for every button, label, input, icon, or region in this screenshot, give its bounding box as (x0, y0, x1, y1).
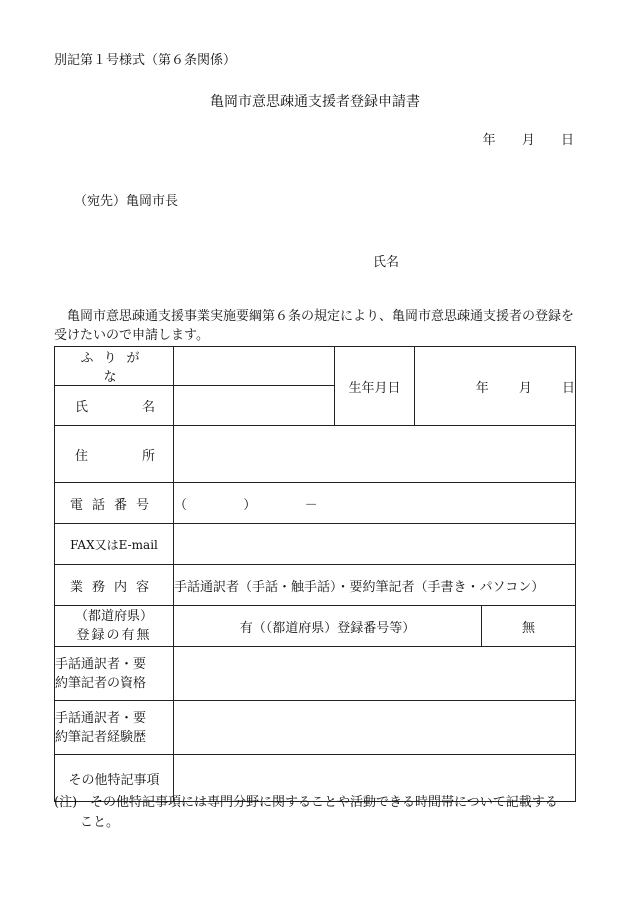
qualification-label-line1: 手話通訳者・要 (55, 656, 147, 672)
registration-row (55, 606, 576, 647)
phone-open-paren: （ (174, 497, 188, 513)
name-label (55, 386, 174, 426)
application-statement: 亀岡市意思疎通支援事業実施要綱第６条の規定により、亀岡市意思疎通支援者の登録を受けたいので申請します。 (54, 309, 575, 343)
work-label-text: 業務内容 (69, 579, 158, 595)
registration-label-line1: （都道府県） (74, 609, 153, 624)
footnote (54, 793, 582, 833)
footnote-mark: (注) (54, 795, 78, 810)
qualification-row (55, 647, 576, 701)
applicant-name-label: 氏名 (373, 255, 400, 270)
address-row (55, 426, 576, 483)
work-value: 手話通訳者（手話・触手話）・要約筆記者（手書き・パソコン） (174, 565, 576, 606)
address-label (55, 426, 174, 483)
qualification-field[interactable] (174, 647, 576, 701)
application-form-table (54, 346, 576, 802)
footnote-line1: その他特記事項には専門分野に関することや活動できる時間帯について記載する (90, 795, 558, 810)
furigana-label-text: ふりがな (80, 351, 150, 385)
phone-close-paren: ） (243, 497, 257, 513)
fax-row (55, 524, 576, 565)
phone-label (55, 483, 174, 524)
dob-month: 月 (518, 380, 532, 396)
name-label-b: 名 (141, 400, 155, 415)
work-label (55, 565, 174, 606)
furigana-row (55, 347, 576, 386)
phone-dash: － (304, 497, 318, 513)
document-title: 亀岡市意思疎通支援者登録申請書 (210, 94, 420, 110)
dob-day: 日 (562, 380, 576, 396)
dob-field[interactable] (415, 347, 576, 426)
date-day: 日 (560, 133, 574, 148)
experience-field[interactable] (174, 701, 576, 755)
phone-row (55, 483, 576, 524)
dob-label: 生年月日 (335, 347, 415, 426)
registration-yes-option[interactable]: 有（（都道府県）登録番号等） (174, 606, 482, 647)
dob-year: 年 (475, 380, 489, 396)
phone-label-text: 電話番号 (69, 497, 158, 513)
footnote-line2: こと。 (80, 815, 120, 830)
experience-label-line2: 約筆記者経験歴 (55, 729, 147, 745)
fax-field[interactable] (174, 524, 576, 565)
address-label-a: 住 (75, 448, 89, 464)
fax-label: FAX又はE-mail (55, 524, 174, 565)
experience-label-line1: 手話通訳者・要 (55, 710, 147, 726)
work-row (55, 565, 576, 606)
other-notes-label: その他特記事項 (55, 755, 174, 802)
address-field[interactable] (174, 426, 576, 483)
date-year: 年 (482, 133, 496, 148)
registration-no-option[interactable]: 無 (482, 606, 576, 647)
experience-label (55, 701, 174, 755)
addressee: （宛先）亀岡市長 (74, 194, 179, 209)
furigana-field[interactable] (174, 347, 335, 386)
experience-row (55, 701, 576, 755)
qualification-label (55, 647, 174, 701)
form-code: 別記第１号様式（第６条関係） (54, 53, 237, 68)
qualification-label-line2: 約筆記者の資格 (55, 675, 147, 691)
address-label-b: 所 (141, 448, 155, 464)
phone-field[interactable] (174, 483, 576, 524)
registration-label (55, 606, 174, 647)
date-line (461, 129, 574, 148)
name-label-a: 氏 (75, 400, 89, 415)
name-field[interactable] (174, 386, 335, 426)
furigana-label (55, 347, 174, 386)
date-month: 月 (521, 133, 535, 148)
registration-label-line2: 登録の有無 (76, 628, 152, 643)
